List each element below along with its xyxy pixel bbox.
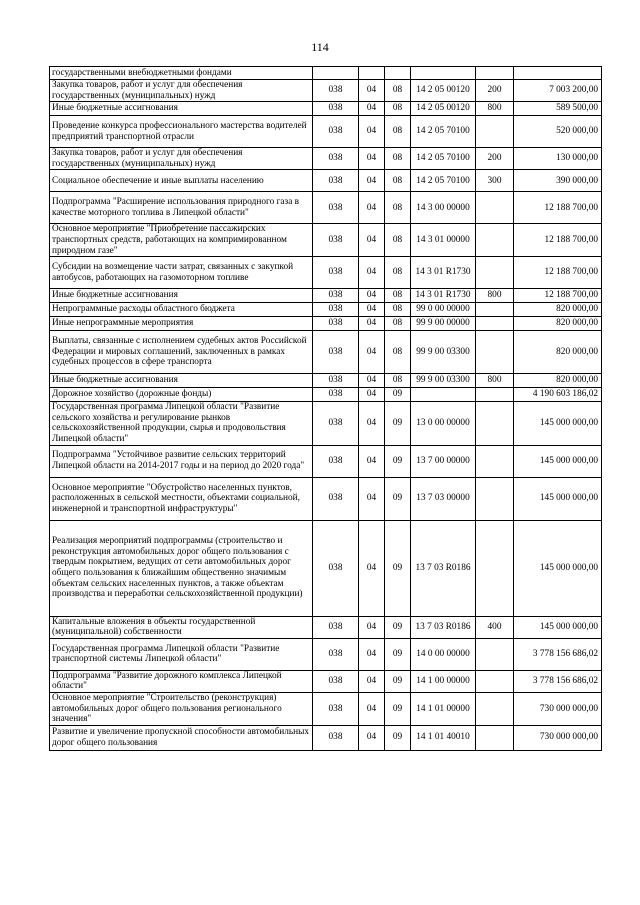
target-article-cell: 14 2 05 70100 xyxy=(411,148,476,170)
subsection-code-cell: 08 xyxy=(385,317,411,331)
section-code-cell: 04 xyxy=(359,402,385,445)
table-row xyxy=(50,192,602,224)
section-code-cell: 04 xyxy=(359,331,385,374)
section-code-cell: 04 xyxy=(359,374,385,388)
target-article-cell xyxy=(411,388,476,402)
expense-type-cell: 400 xyxy=(476,616,514,638)
target-article-cell: 13 7 00 00000 xyxy=(411,445,476,477)
amount-cell: 730 000 000,00 xyxy=(514,692,602,725)
subsection-code-cell xyxy=(385,67,411,80)
target-article-cell: 99 9 00 03300 xyxy=(411,331,476,374)
expense-type-cell: 300 xyxy=(476,170,514,192)
target-article-cell: 13 7 03 00000 xyxy=(411,477,476,520)
target-article-cell: 14 1 01 00000 xyxy=(411,692,476,725)
amount-cell: 589 500,00 xyxy=(514,102,602,116)
expense-type-cell xyxy=(476,317,514,331)
budget-item-name: Непрограммные расходы областного бюджета xyxy=(50,303,313,317)
section-code-cell: 04 xyxy=(359,170,385,192)
table-row xyxy=(50,638,602,670)
subsection-code-cell: 08 xyxy=(385,289,411,303)
budget-item-name: Реализация мероприятий подпрограммы (строительство и реконструкция автомобильных дорог общего пользования с твердым покрытием, ведущих от сети автомобильных дорог общего пользования к ближайшим общественно значимым объектам сельских населенных пунктов, а также объектам производства и переработки сельскохозяйственной продукции) xyxy=(50,520,313,616)
subsection-code-cell: 09 xyxy=(385,402,411,445)
budget-item-name: Основное мероприятие "Строительство (реконструкция) автомобильных дорог общего пользования регионального значения" xyxy=(50,692,313,725)
target-article-cell: 14 3 01 00000 xyxy=(411,224,476,257)
subsection-code-cell: 08 xyxy=(385,257,411,289)
admin-code-cell: 038 xyxy=(313,317,359,331)
section-code-cell: 04 xyxy=(359,725,385,750)
table-row xyxy=(50,477,602,520)
subsection-code-cell: 08 xyxy=(385,102,411,116)
subsection-code-cell: 08 xyxy=(385,224,411,257)
admin-code-cell: 038 xyxy=(313,616,359,638)
budget-item-name: Подпрограмма "Развитие дорожного комплекса Липецкой области" xyxy=(50,670,313,692)
target-article-cell: 99 0 00 00000 xyxy=(411,303,476,317)
subsection-code-cell: 09 xyxy=(385,445,411,477)
budget-item-name: Проведение конкурса профессионального мастерства водителей предприятий транспортной отрасли xyxy=(50,116,313,148)
section-code-cell: 04 xyxy=(359,224,385,257)
expense-type-cell: 200 xyxy=(476,148,514,170)
admin-code-cell: 038 xyxy=(313,192,359,224)
admin-code-cell: 038 xyxy=(313,725,359,750)
target-article-cell: 14 1 00 00000 xyxy=(411,670,476,692)
section-code-cell: 04 xyxy=(359,520,385,616)
admin-code-cell: 038 xyxy=(313,477,359,520)
target-article-cell: 99 9 00 03300 xyxy=(411,374,476,388)
target-article-cell: 99 9 00 00000 xyxy=(411,317,476,331)
amount-cell: 3 778 156 686,02 xyxy=(514,638,602,670)
section-code-cell: 04 xyxy=(359,638,385,670)
target-article-cell: 14 2 05 70100 xyxy=(411,170,476,192)
admin-code-cell: 038 xyxy=(313,116,359,148)
target-article-cell: 13 0 00 00000 xyxy=(411,402,476,445)
target-article-cell: 14 3 01 R1730 xyxy=(411,289,476,303)
subsection-code-cell: 08 xyxy=(385,374,411,388)
admin-code-cell: 038 xyxy=(313,638,359,670)
budget-item-name: Иные непрограммные мероприятия xyxy=(50,317,313,331)
table-row xyxy=(50,692,602,725)
section-code-cell: 04 xyxy=(359,148,385,170)
section-code-cell: 04 xyxy=(359,102,385,116)
page-number: 114 xyxy=(311,40,329,54)
target-article-cell: 14 2 05 70100 xyxy=(411,116,476,148)
amount-cell: 4 190 603 186,02 xyxy=(514,388,602,402)
expense-type-cell xyxy=(476,692,514,725)
expense-type-cell xyxy=(476,520,514,616)
section-code-cell: 04 xyxy=(359,388,385,402)
table-row xyxy=(50,445,602,477)
amount-cell: 145 000 000,00 xyxy=(514,520,602,616)
target-article-cell xyxy=(411,67,476,80)
table-row xyxy=(50,402,602,445)
subsection-code-cell: 08 xyxy=(385,303,411,317)
admin-code-cell: 038 xyxy=(313,331,359,374)
admin-code-cell: 038 xyxy=(313,402,359,445)
table-row xyxy=(50,80,602,102)
budget-item-name: государственными внебюджетными фондами xyxy=(50,67,313,80)
section-code-cell: 04 xyxy=(359,116,385,148)
target-article-cell: 14 1 01 40010 xyxy=(411,725,476,750)
admin-code-cell: 038 xyxy=(313,257,359,289)
target-article-cell: 14 2 05 00120 xyxy=(411,102,476,116)
budget-item-name: Закупка товаров, работ и услуг для обеспечения государственных (муниципальных) нужд xyxy=(50,148,313,170)
budget-item-name: Иные бюджетные ассигнования xyxy=(50,374,313,388)
admin-code-cell: 038 xyxy=(313,224,359,257)
amount-cell: 145 000 000,00 xyxy=(514,445,602,477)
subsection-code-cell: 08 xyxy=(385,116,411,148)
expense-type-cell xyxy=(476,303,514,317)
budget-item-name: Закупка товаров, работ и услуг для обеспечения государственных (муниципальных) нужд xyxy=(50,80,313,102)
amount-cell: 520 000,00 xyxy=(514,116,602,148)
budget-item-name: Субсидии на возмещение части затрат, связанных с закупкой автобусов, работающих на газомоторном топливе xyxy=(50,257,313,289)
subsection-code-cell: 09 xyxy=(385,725,411,750)
subsection-code-cell: 09 xyxy=(385,520,411,616)
section-code-cell: 04 xyxy=(359,289,385,303)
subsection-code-cell: 09 xyxy=(385,638,411,670)
expense-type-cell: 200 xyxy=(476,80,514,102)
expense-type-cell: 800 xyxy=(476,102,514,116)
amount-cell: 145 000 000,00 xyxy=(514,402,602,445)
budget-item-name: Основное мероприятие "Приобретение пассажирских транспортных средств, работающих на компримированном природном газе" xyxy=(50,224,313,257)
amount-cell: 3 778 156 686,02 xyxy=(514,670,602,692)
table-row xyxy=(50,670,602,692)
subsection-code-cell: 09 xyxy=(385,670,411,692)
amount-cell: 7 003 200,00 xyxy=(514,80,602,102)
subsection-code-cell: 09 xyxy=(385,692,411,725)
amount-cell: 12 188 700,00 xyxy=(514,192,602,224)
section-code-cell: 04 xyxy=(359,692,385,725)
admin-code-cell: 038 xyxy=(313,445,359,477)
expense-type-cell xyxy=(476,388,514,402)
budget-item-name: Основное мероприятие "Обустройство населенных пунктов, расположенных в сельской местности, объектами социальной, инженерной и транспортной инфраструктуры" xyxy=(50,477,313,520)
table-row xyxy=(50,102,602,116)
admin-code-cell: 038 xyxy=(313,303,359,317)
subsection-code-cell: 08 xyxy=(385,80,411,102)
amount-cell: 145 000 000,00 xyxy=(514,477,602,520)
table-row xyxy=(50,374,602,388)
expense-type-cell xyxy=(476,477,514,520)
amount-cell: 820 000,00 xyxy=(514,317,602,331)
table-row xyxy=(50,303,602,317)
expense-type-cell: 800 xyxy=(476,374,514,388)
budget-item-name: Подпрограмма "Расширение использования природного газа в качестве моторного топлива в Липецкой области" xyxy=(50,192,313,224)
table-row xyxy=(50,289,602,303)
expense-type-cell: 800 xyxy=(476,289,514,303)
amount-cell: 820 000,00 xyxy=(514,374,602,388)
subsection-code-cell: 09 xyxy=(385,616,411,638)
section-code-cell: 04 xyxy=(359,257,385,289)
target-article-cell: 13 7 03 R0186 xyxy=(411,520,476,616)
expense-type-cell xyxy=(476,331,514,374)
budget-item-name: Выплаты, связанные с исполнением судебных актов Российской Федерации и мировых соглашений, заключенных в рамках судебных процессов в сфере транспорта xyxy=(50,331,313,374)
table-row xyxy=(50,331,602,374)
section-code-cell: 04 xyxy=(359,303,385,317)
table-row xyxy=(50,148,602,170)
expense-type-cell xyxy=(476,67,514,80)
table-row xyxy=(50,170,602,192)
admin-code-cell: 038 xyxy=(313,170,359,192)
budget-item-name: Иные бюджетные ассигнования xyxy=(50,289,313,303)
subsection-code-cell: 08 xyxy=(385,331,411,374)
target-article-cell: 14 3 01 R1730 xyxy=(411,257,476,289)
budget-item-name: Государственная программа Липецкой области "Развитие сельского хозяйства и регулирование рынков сельскохозяйственной продукции, сырья и продовольствия Липецкой области" xyxy=(50,402,313,445)
table-row xyxy=(50,520,602,616)
amount-cell xyxy=(514,67,602,80)
section-code-cell xyxy=(359,67,385,80)
budget-item-name: Государственная программа Липецкой области "Развитие транспортной системы Липецкой области" xyxy=(50,638,313,670)
admin-code-cell: 038 xyxy=(313,148,359,170)
admin-code-cell: 038 xyxy=(313,80,359,102)
amount-cell: 130 000,00 xyxy=(514,148,602,170)
subsection-code-cell: 09 xyxy=(385,388,411,402)
table-row xyxy=(50,67,602,80)
expense-type-cell xyxy=(476,116,514,148)
expense-type-cell xyxy=(476,638,514,670)
amount-cell: 12 188 700,00 xyxy=(514,289,602,303)
subsection-code-cell: 08 xyxy=(385,148,411,170)
table-row xyxy=(50,116,602,148)
admin-code-cell: 038 xyxy=(313,374,359,388)
section-code-cell: 04 xyxy=(359,670,385,692)
expense-type-cell xyxy=(476,445,514,477)
table-row xyxy=(50,616,602,638)
amount-cell: 730 000 000,00 xyxy=(514,725,602,750)
budget-item-name: Социальное обеспечение и иные выплаты населению xyxy=(50,170,313,192)
section-code-cell: 04 xyxy=(359,477,385,520)
table-row xyxy=(50,725,602,750)
table-row xyxy=(50,257,602,289)
budget-item-name: Подпрограмма "Устойчивое развитие сельских территорий Липецкой области на 2014-2017 годы и на период до 2020 года" xyxy=(50,445,313,477)
expense-type-cell xyxy=(476,670,514,692)
section-code-cell: 04 xyxy=(359,317,385,331)
budget-table xyxy=(49,66,602,751)
budget-item-name: Капитальные вложения в объекты государственной (муниципальной) собственности xyxy=(50,616,313,638)
table-row xyxy=(50,317,602,331)
target-article-cell: 13 7 03 R0186 xyxy=(411,616,476,638)
admin-code-cell: 038 xyxy=(313,289,359,303)
amount-cell: 12 188 700,00 xyxy=(514,224,602,257)
amount-cell: 820 000,00 xyxy=(514,303,602,317)
admin-code-cell: 038 xyxy=(313,102,359,116)
expense-type-cell xyxy=(476,402,514,445)
section-code-cell: 04 xyxy=(359,192,385,224)
admin-code-cell: 038 xyxy=(313,670,359,692)
amount-cell: 820 000,00 xyxy=(514,331,602,374)
expense-type-cell xyxy=(476,192,514,224)
expense-type-cell xyxy=(476,725,514,750)
expense-type-cell xyxy=(476,257,514,289)
target-article-cell: 14 2 05 00120 xyxy=(411,80,476,102)
expense-type-cell xyxy=(476,224,514,257)
budget-item-name: Развитие и увеличение пропускной способности автомобильных дорог общего пользования xyxy=(50,725,313,750)
subsection-code-cell: 09 xyxy=(385,477,411,520)
section-code-cell: 04 xyxy=(359,80,385,102)
subsection-code-cell: 08 xyxy=(385,170,411,192)
budget-item-name: Дорожное хозяйство (дорожные фонды) xyxy=(50,388,313,402)
admin-code-cell: 038 xyxy=(313,692,359,725)
amount-cell: 145 000 000,00 xyxy=(514,616,602,638)
section-code-cell: 04 xyxy=(359,445,385,477)
budget-table-body xyxy=(50,67,602,751)
amount-cell: 390 000,00 xyxy=(514,170,602,192)
target-article-cell: 14 0 00 00000 xyxy=(411,638,476,670)
subsection-code-cell: 08 xyxy=(385,192,411,224)
admin-code-cell xyxy=(313,67,359,80)
amount-cell: 12 188 700,00 xyxy=(514,257,602,289)
admin-code-cell: 038 xyxy=(313,520,359,616)
section-code-cell: 04 xyxy=(359,616,385,638)
target-article-cell: 14 3 00 00000 xyxy=(411,192,476,224)
budget-item-name: Иные бюджетные ассигнования xyxy=(50,102,313,116)
table-row xyxy=(50,224,602,257)
admin-code-cell: 038 xyxy=(313,388,359,402)
table-row xyxy=(50,388,602,402)
